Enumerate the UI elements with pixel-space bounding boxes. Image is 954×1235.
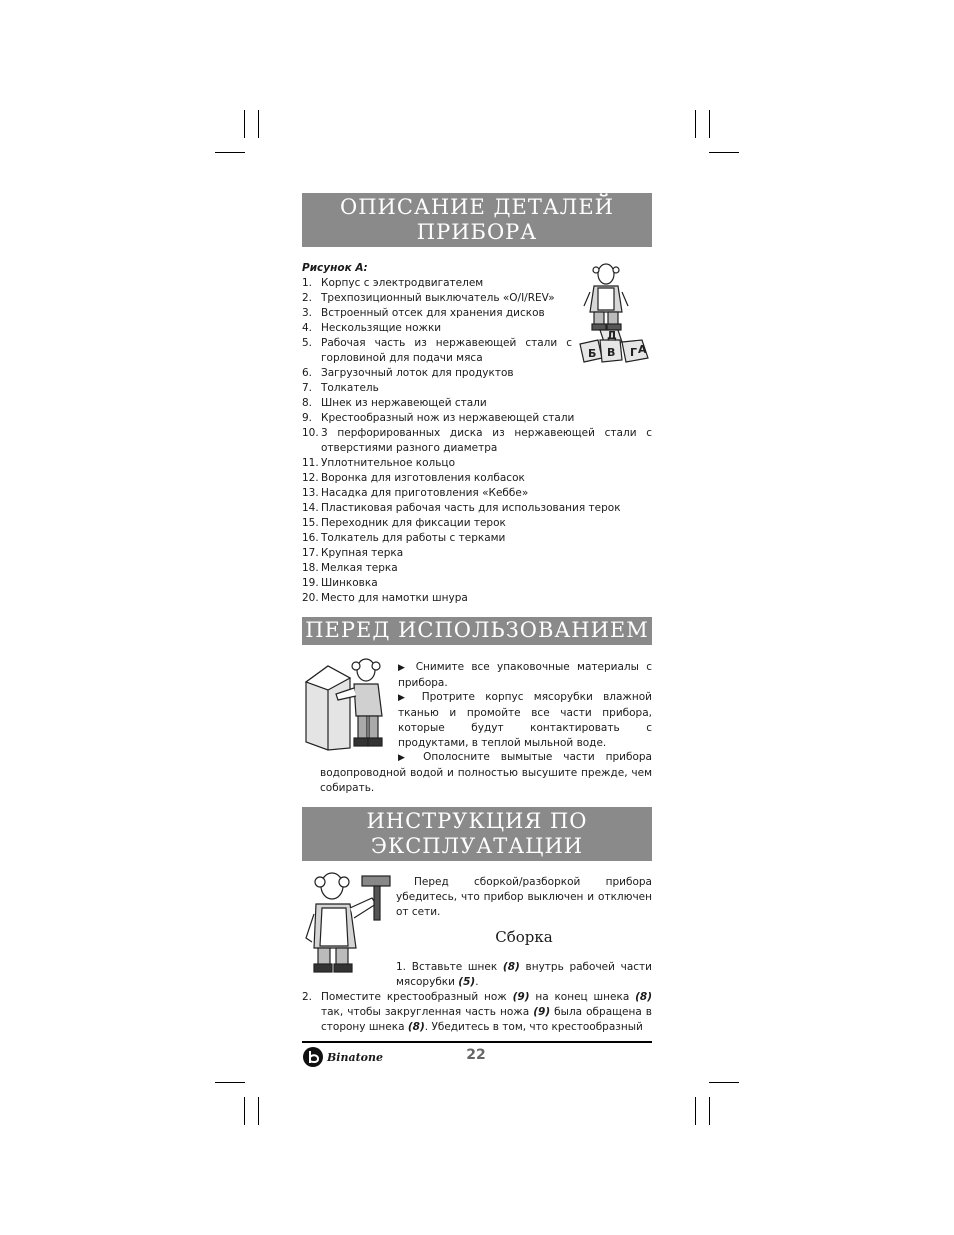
instructions-section-title: ИНСТРУКЦИЯ ПО ЭКСПЛУАТАЦИИ (302, 807, 652, 861)
crop-mark (258, 110, 259, 138)
list-item: 5. Рабочая часть из нержавеющей стали с горловиной для подачи мяса (302, 337, 572, 364)
assembly-step-1: 1. Вставьте шнек (8) внутрь рабочей части мясорубки (5). (396, 961, 652, 988)
crop-mark (695, 1097, 696, 1125)
list-item: 18. Мелкая терка (302, 562, 398, 574)
assembly-step-2: 2. Поместите крестообразный нож (9) на конец шнека (8) так, чтобы закругленная часть ножа (9) была обращена в сторону шнека (8). Убедитесь в том, что крестообразный (302, 991, 652, 1033)
crop-mark (709, 1097, 710, 1125)
man-with-hammer-illustration (302, 868, 396, 978)
crop-mark (244, 110, 245, 138)
brand-name: Binatone (327, 1051, 384, 1064)
block-letter: В (607, 346, 616, 359)
list-item: 4. Нескользящие ножки (302, 322, 442, 334)
list-item: 6. Загрузочный лоток для продуктов (302, 367, 514, 379)
description-section-title: ОПИСАНИЕ ДЕТАЛЕЙ ПРИБОРА (302, 193, 652, 247)
instructions-intro: Перед сборкой/разборкой прибора убедитесь, что прибор выключен и отключен от сети. (396, 876, 652, 918)
crop-mark (709, 152, 739, 153)
block-letter: Г (630, 346, 638, 359)
list-item: 9. Крестообразный нож из нержавеющей стали (302, 412, 575, 424)
figure-title: Рисунок А: (302, 262, 368, 274)
page-number: 22 (466, 1047, 486, 1063)
block-letter: Б (588, 347, 597, 360)
list-item: 17. Крупная терка (302, 547, 404, 559)
block-letter: Д (607, 329, 617, 342)
list-item: 10. 3 перфорированных диска из нержавеющей стали с отверстиями разного диаметра (302, 427, 652, 454)
assembly-title: Сборка (495, 928, 553, 946)
crop-mark (709, 110, 710, 138)
man-cleaning-appliance-illustration (302, 652, 394, 754)
before-use-bullet-1: ▶ Снимите все упаковочные материалы с прибора. (398, 660, 652, 691)
list-item: 15. Переходник для фиксации терок (302, 517, 506, 529)
list-item: 20. Место для намотки шнура (302, 592, 468, 604)
list-item: 19. Шинковка (302, 577, 378, 589)
list-item: 13. Насадка для приготовления «Кеббе» (302, 487, 529, 499)
crop-mark (215, 1082, 245, 1083)
crop-mark (709, 1082, 739, 1083)
binatone-logo-icon (302, 1046, 326, 1068)
crop-mark (258, 1097, 259, 1125)
block-letter: А (638, 343, 647, 356)
list-item: 11. Уплотнительное кольцо (302, 457, 456, 469)
crop-mark (215, 152, 245, 153)
before-use-bullet-3: ▶ Ополосните вымытые части прибора водопроводной водой и полностью высушите прежде, чем собирать. (320, 750, 652, 796)
list-item: 14. Пластиковая рабочая часть для использования терок (302, 502, 621, 514)
list-item: 7. Толкатель (302, 382, 379, 394)
crop-mark (244, 1097, 245, 1125)
list-item: 8. Шнек из нержавеющей стали (302, 397, 487, 409)
list-item: 2. Трехпозиционный выключатель «O/I/REV» (302, 292, 555, 304)
list-item: 3. Встроенный отсек для хранения дисков (302, 307, 545, 319)
before-use-bullet-2: ▶ Протрите корпус мясорубки влажной тканью и промойте все части прибора, которые будут контактировать с продуктами, в теплой мыльной воде. (398, 690, 652, 751)
list-item: 1. Корпус с электродвигателем (302, 277, 484, 289)
list-item: 16. Толкатель для работы с терками (302, 532, 506, 544)
before-use-section-title: ПЕРЕД ИСПОЛЬЗОВАНИЕМ (302, 617, 652, 645)
parts-list (302, 276, 652, 606)
footer-rule (302, 1041, 652, 1043)
crop-mark (695, 110, 696, 138)
list-item: 12. Воронка для изготовления колбасок (302, 472, 525, 484)
